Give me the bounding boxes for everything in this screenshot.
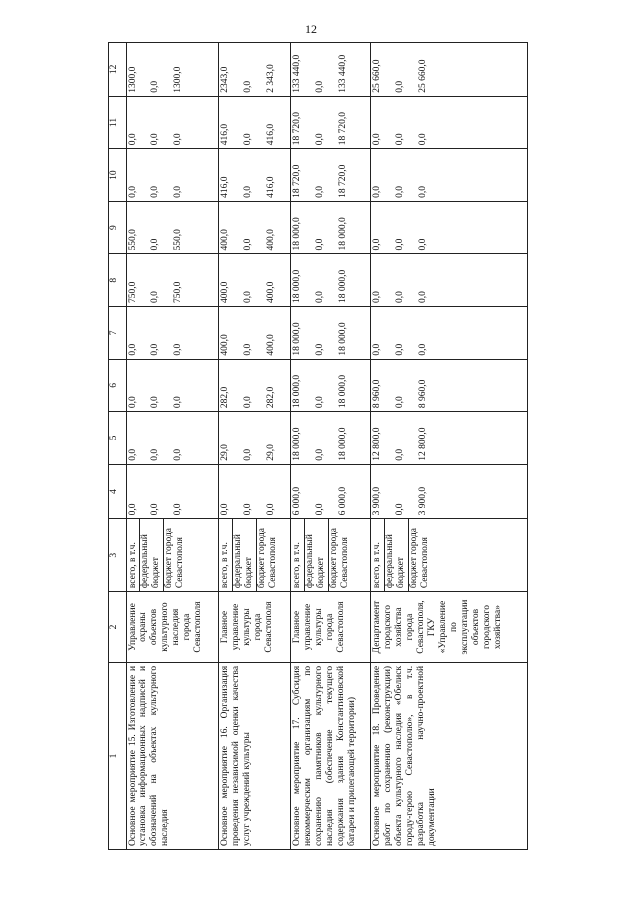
value: 0,0 xyxy=(372,185,383,198)
executor-cell: Управление охраны объектов культурного наследия города Севастополя xyxy=(126,592,219,663)
value: 0,0 xyxy=(173,343,184,356)
value: 0,0 xyxy=(418,185,429,198)
value-cell xyxy=(291,307,371,360)
value: 0,0 xyxy=(315,185,326,198)
funding-source: всего, в т.ч. xyxy=(292,519,305,591)
value: 0,0 xyxy=(127,133,138,146)
value: 0,0 xyxy=(173,133,184,146)
value-cell xyxy=(371,43,528,97)
value: 400,0 xyxy=(220,229,231,251)
value: 0,0 xyxy=(395,503,406,516)
value: 0,0 xyxy=(395,80,406,93)
value: 0,0 xyxy=(395,185,406,198)
value: 282,0 xyxy=(220,386,231,409)
value: 0,0 xyxy=(150,448,161,461)
value: 18 000,0 xyxy=(292,374,303,409)
funding-source: федеральный бюджет xyxy=(233,519,257,591)
col-header: 5 xyxy=(109,412,127,465)
value: 400,0 xyxy=(266,281,277,304)
value-cell xyxy=(371,307,528,360)
value: 18 000,0 xyxy=(292,217,303,251)
value: 18 000,0 xyxy=(292,269,303,304)
col-header: 11 xyxy=(109,96,127,149)
value: 0,0 xyxy=(127,503,138,516)
table-row xyxy=(371,43,528,850)
value-cell xyxy=(291,201,371,254)
value-cell xyxy=(219,254,291,307)
value-cell xyxy=(126,96,219,149)
rotated-table-container xyxy=(108,42,528,850)
value: 2 343,0 xyxy=(266,64,277,93)
value: 0,0 xyxy=(173,396,184,409)
col-header: 3 xyxy=(109,519,127,592)
value: 750,0 xyxy=(127,281,138,304)
table-row xyxy=(291,43,371,850)
value: 400,0 xyxy=(266,334,277,356)
value: 0,0 xyxy=(315,80,326,93)
value: 12 800,0 xyxy=(418,427,429,461)
value: 18 720,0 xyxy=(292,112,303,146)
table-row xyxy=(126,43,219,850)
value-cell xyxy=(371,359,528,412)
value: 0,0 xyxy=(418,343,429,356)
value: 18 000,0 xyxy=(292,427,303,461)
budget-table xyxy=(108,42,528,850)
source-cell xyxy=(291,519,371,592)
value: 29,0 xyxy=(220,444,231,461)
executor-cell: Департамент городского хозяйства города Севастополя, ГКУ «Управление по эксплуатации объектов городского хозяйства» xyxy=(371,592,528,663)
value: 0,0 xyxy=(372,343,383,356)
value: 0,0 xyxy=(395,133,406,146)
value: 12 800,0 xyxy=(372,427,383,461)
value-cell xyxy=(219,412,291,465)
value: 133 440,0 xyxy=(292,54,303,93)
value: 0,0 xyxy=(173,185,184,198)
value: 282,0 xyxy=(266,386,277,409)
value-cell xyxy=(291,359,371,412)
value: 0,0 xyxy=(315,238,326,251)
value-cell xyxy=(219,359,291,412)
value: 0,0 xyxy=(243,343,254,356)
value-cell xyxy=(126,307,219,360)
value: 416,0 xyxy=(266,176,277,198)
value: 0,0 xyxy=(315,133,326,146)
col-header: 1 xyxy=(109,662,127,849)
value-cell xyxy=(126,254,219,307)
col-header: 4 xyxy=(109,464,127,519)
value-cell xyxy=(219,96,291,149)
source-cell xyxy=(126,519,219,592)
executor-cell: Главное управление культуры города Севастополя xyxy=(219,592,291,663)
value: 0,0 xyxy=(127,343,138,356)
value-cell xyxy=(371,254,528,307)
value-cell xyxy=(219,43,291,97)
value: 0,0 xyxy=(150,185,161,198)
value-cell xyxy=(126,43,219,97)
value-cell xyxy=(371,149,528,202)
value: 550,0 xyxy=(173,229,184,251)
value: 0,0 xyxy=(150,503,161,516)
value: 0,0 xyxy=(395,448,406,461)
col-header: 6 xyxy=(109,359,127,412)
value: 0,0 xyxy=(243,448,254,461)
col-header: 8 xyxy=(109,254,127,307)
value: 1300,0 xyxy=(173,66,184,93)
value: 0,0 xyxy=(243,396,254,409)
value: 0,0 xyxy=(243,185,254,198)
value: 0,0 xyxy=(173,448,184,461)
value: 0,0 xyxy=(150,80,161,93)
value: 416,0 xyxy=(220,176,231,198)
value: 0,0 xyxy=(243,133,254,146)
measure-cell: Основное мероприятие 18. Проведение работ по сохранению (реконструкции) объекта культурного наследия «Обелиск городу-герою Севастополю», в т.ч. разработка научно-проектной документации xyxy=(371,662,528,849)
value: 0,0 xyxy=(315,343,326,356)
value: 18 720,0 xyxy=(338,164,349,198)
col-header: 2 xyxy=(109,592,127,663)
table-row xyxy=(219,43,291,850)
value-cell xyxy=(219,201,291,254)
value: 25 660,0 xyxy=(372,59,383,93)
funding-source: федеральный бюджет xyxy=(305,519,329,591)
col-header: 7 xyxy=(109,307,127,360)
value: 0,0 xyxy=(243,80,254,93)
funding-source: бюджет города Севастополя xyxy=(257,527,279,589)
value: 0,0 xyxy=(266,503,277,516)
value: 18 000,0 xyxy=(338,322,349,356)
funding-source: всего, в т.ч. xyxy=(128,519,141,591)
value-cell xyxy=(371,412,528,465)
value: 0,0 xyxy=(150,343,161,356)
value: 400,0 xyxy=(220,281,231,304)
value: 0,0 xyxy=(372,291,383,304)
value: 18 000,0 xyxy=(338,217,349,251)
col-header: 12 xyxy=(109,43,127,97)
value-cell xyxy=(291,464,371,519)
value: 18 000,0 xyxy=(338,374,349,409)
funding-source: бюджет города Севастополя xyxy=(329,527,350,589)
value-cell xyxy=(126,412,219,465)
value: 0,0 xyxy=(418,291,429,304)
value: 0,0 xyxy=(220,503,231,516)
value: 8 960,0 xyxy=(372,379,383,409)
value: 18 720,0 xyxy=(292,164,303,198)
value: 0,0 xyxy=(372,238,383,251)
value: 0,0 xyxy=(315,448,326,461)
funding-source: бюджет города Севастополя xyxy=(164,527,186,589)
value: 0,0 xyxy=(243,503,254,516)
value: 0,0 xyxy=(243,238,254,251)
source-cell xyxy=(371,519,528,592)
value: 0,0 xyxy=(418,238,429,251)
source-cell xyxy=(219,519,291,592)
value: 0,0 xyxy=(315,291,326,304)
value: 2343,0 xyxy=(220,66,231,93)
value: 133 440,0 xyxy=(338,54,349,93)
value: 0,0 xyxy=(315,396,326,409)
value: 0,0 xyxy=(150,396,161,409)
value: 0,0 xyxy=(395,396,406,409)
value: 0,0 xyxy=(315,503,326,516)
value: 0,0 xyxy=(395,343,406,356)
value-cell xyxy=(126,359,219,412)
value: 18 720,0 xyxy=(338,112,349,146)
value: 550,0 xyxy=(127,229,138,251)
funding-source: федеральный бюджет xyxy=(140,519,164,591)
value-cell xyxy=(371,96,528,149)
measure-cell: Основное мероприятие 16. Организация проведения независимой оценки качества услуг учреждений культуры xyxy=(219,662,291,849)
page-number: 12 xyxy=(305,22,317,36)
funding-source: федеральный бюджет xyxy=(385,519,409,591)
value: 0,0 xyxy=(150,291,161,304)
value: 6 000,0 xyxy=(292,486,303,516)
value: 25 660,0 xyxy=(418,59,429,93)
value-cell xyxy=(126,464,219,519)
value: 0,0 xyxy=(395,238,406,251)
value-cell xyxy=(291,412,371,465)
measure-cell: Основное мероприятие 15. Изготовление и установка информационных надписей и обозначений на объектах культурного наследия xyxy=(126,662,219,849)
col-header: 10 xyxy=(109,149,127,202)
value-cell xyxy=(371,464,528,519)
value: 0,0 xyxy=(127,448,138,461)
value: 18 000,0 xyxy=(338,427,349,461)
funding-source: бюджет города Севастополя xyxy=(409,527,431,589)
value: 0,0 xyxy=(127,185,138,198)
header-row xyxy=(109,43,127,850)
value: 29,0 xyxy=(266,444,277,461)
value: 0,0 xyxy=(127,396,138,409)
value-cell xyxy=(291,43,371,97)
value-cell xyxy=(219,307,291,360)
value-cell xyxy=(219,149,291,202)
value: 0,0 xyxy=(243,291,254,304)
value: 416,0 xyxy=(220,123,231,146)
value: 6 000,0 xyxy=(338,486,349,516)
value: 0,0 xyxy=(372,133,383,146)
col-header: 9 xyxy=(109,201,127,254)
value: 0,0 xyxy=(418,133,429,146)
value-cell xyxy=(291,149,371,202)
funding-source: всего, в т.ч. xyxy=(220,519,233,591)
value: 0,0 xyxy=(150,133,161,146)
value: 416,0 xyxy=(266,123,277,146)
value: 0,0 xyxy=(150,238,161,251)
value: 8 960,0 xyxy=(418,379,429,409)
value: 400,0 xyxy=(220,334,231,356)
value-cell xyxy=(291,96,371,149)
value-cell xyxy=(371,201,528,254)
value: 3 900,0 xyxy=(418,486,429,516)
value: 400,0 xyxy=(266,229,277,251)
value: 750,0 xyxy=(173,281,184,304)
value: 18 000,0 xyxy=(292,322,303,356)
value: 3 900,0 xyxy=(372,486,383,516)
value: 1300,0 xyxy=(127,66,138,93)
value-cell xyxy=(126,149,219,202)
executor-cell: Главное управление культуры города Севастополя xyxy=(291,592,371,663)
value-cell xyxy=(219,464,291,519)
value: 0,0 xyxy=(395,291,406,304)
value: 18 000,0 xyxy=(338,269,349,304)
value-cell xyxy=(126,201,219,254)
value: 0,0 xyxy=(173,503,184,516)
value-cell xyxy=(291,254,371,307)
measure-cell: Основное мероприятие 17. Субсидия некоммерческим организациям по сохранению памятников культурного наследия (обеспечение текущего содержания здания Константиновской батареи и прилегающей территории) xyxy=(291,662,371,849)
funding-source: всего, в т.ч. xyxy=(372,519,385,591)
